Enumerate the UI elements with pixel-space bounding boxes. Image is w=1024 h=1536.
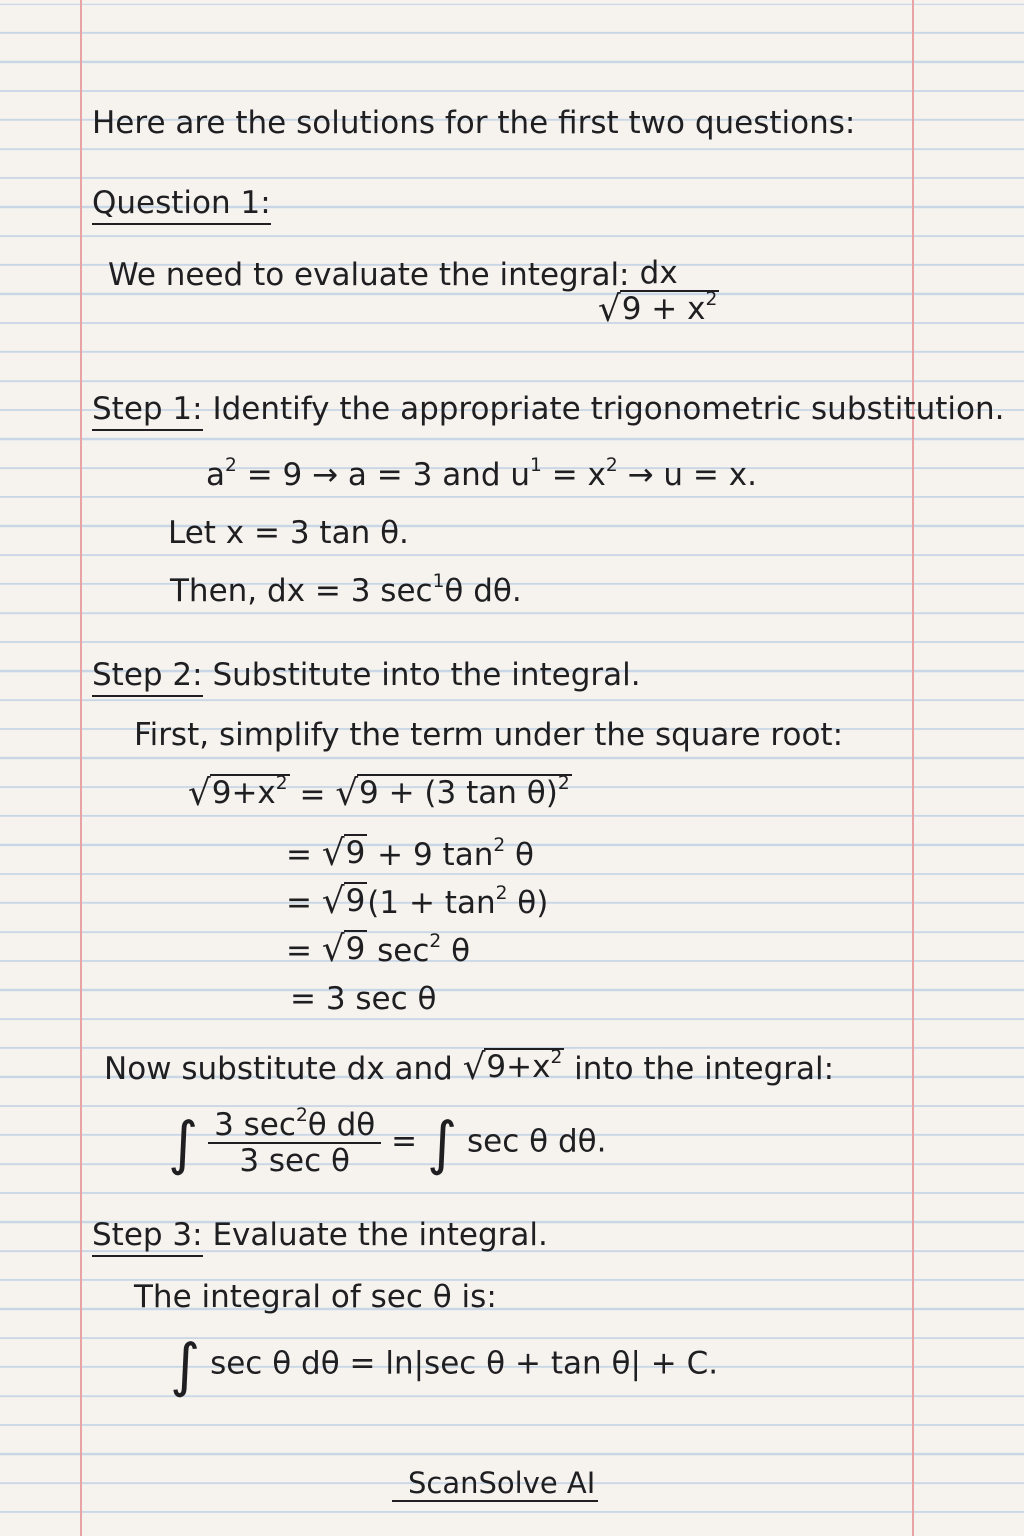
- step-3-result-line: ∫ sec θ dθ = ln|sec θ + tan θ| + C.: [170, 1331, 719, 1399]
- integral-icon: ∫: [170, 1331, 201, 1399]
- question-1-prompt: We need to evaluate the integral:: [108, 257, 630, 293]
- step-1-identify-line: $a^2 = 9 \to a = 3$ and $u^1 = x^2 \to u = x$.: [206, 455, 757, 493]
- footer-brand: ScanSolve AI: [408, 1466, 596, 1500]
- step-2-simplify-line-3: = √ 9 $(1 + \tan^2 \theta)$: [286, 880, 549, 922]
- step-2-simplify-line-5: = 3 sec θ: [290, 981, 437, 1017]
- step-2-simplify-line-1: √ $9+x^2$ = √ 9 + (3 tan θ)$^2$: [188, 772, 570, 814]
- integral-icon: ∫: [426, 1109, 458, 1178]
- footer-underline: [392, 1500, 598, 1502]
- integral-icon: ∫: [168, 1109, 199, 1178]
- step-2-heading: Step 2: Substitute into the integral.: [92, 658, 641, 692]
- step-2-simplify-line-2: = √ 9 + 9 $\tan^2 \theta$: [286, 832, 535, 874]
- step-3-heading: Step 3: Evaluate the integral.: [92, 1218, 548, 1252]
- right-margin-line: [912, 0, 914, 1536]
- question-1-integrand: dx √ $9 + x^2$: [598, 255, 718, 331]
- step-2-first-line: First, simplify the term under the square root:: [134, 717, 844, 753]
- question-1-heading: Question 1:: [92, 186, 271, 220]
- left-margin-line: [80, 0, 82, 1536]
- step-3-of-line: The integral of sec θ is:: [134, 1279, 497, 1315]
- step-2-now-line: Now substitute dx and √ $9+x^2$ into the integral:: [104, 1046, 835, 1088]
- intro-text: Here are the solutions for the first two questions:: [92, 105, 856, 141]
- step-1-let-line: Let x = 3 tan θ.: [168, 515, 409, 551]
- step-2-substituted-integral: ∫ $\frac{3 \sec^2\theta d\theta}{\text{3 sec θ}}$ = ∫ sec θ dθ.: [168, 1105, 607, 1180]
- step-1-heading: Step 1: Identify the appropriate trigonometric substitution.: [92, 392, 1004, 426]
- step-2-simplify-line-4: = √ 9 $\sec^2 \theta$: [286, 928, 471, 970]
- step-1-then-line: Then, dx = 3 $\sec^1\theta$ dθ.: [170, 571, 522, 609]
